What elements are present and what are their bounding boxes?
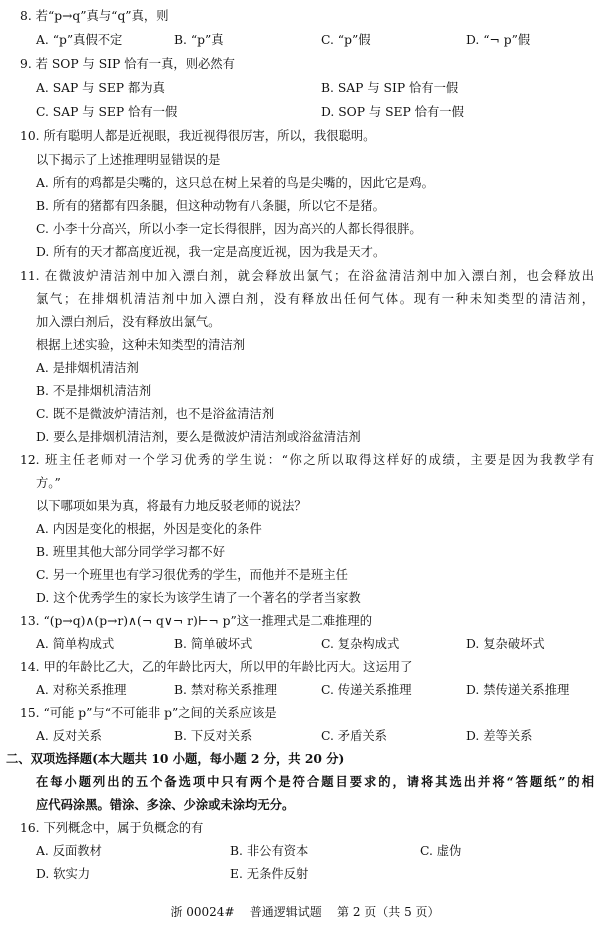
question-12-prompt: 以下哪项如果为真，将最有力地反驳老师的说法？: [36, 499, 307, 513]
question-10-option-b: B. 所有的猪都有四条腿，但这种动物有八条腿，所以它不是猪。: [36, 199, 385, 213]
question-10-option-d: D. 所有的天才都高度近视，我一定是高度近视，因为我是天才。: [36, 245, 386, 259]
question-11-stem-line-3: 加入漂白剂后，没有释放出氯气。: [36, 315, 221, 329]
question-16-option-b: B. 非公有资本: [230, 844, 309, 858]
question-12-option-b: B. 班里其他大部分同学学习都不好: [36, 545, 226, 559]
question-14-option-d: D. 禁传递关系推理: [466, 683, 570, 697]
question-16-option-c: C. 虚伪: [420, 844, 462, 858]
question-15-option-a: A. 反对关系: [36, 729, 102, 743]
question-12-option-a: A. 内因是变化的根据，外因是变化的条件: [36, 522, 262, 536]
question-13-option-c: C. 复杂构成式: [321, 637, 400, 651]
question-15-option-c: C. 矛盾关系: [321, 729, 387, 743]
question-10-stem: 10. 所有聪明人都是近视眼，我近视得很厉害，所以，我很聪明。: [20, 129, 376, 143]
question-9-stem: 9. 若 SOP 与 SIP 恰有一真，则必然有: [20, 57, 235, 71]
question-10-prompt: 以下揭示了上述推理明显错误的是: [36, 153, 221, 167]
question-11-option-d: D. 要么是排烟机清洁剂，要么是微波炉清洁剂或浴盆清洁剂: [36, 430, 361, 444]
question-8-stem: 8. 若“p→q”真与“q”真，则: [20, 9, 169, 23]
question-10-option-a: A. 所有的鸡都是尖嘴的，这只总在树上呆着的鸟是尖嘴的，因此它是鸡。: [36, 176, 434, 190]
question-9-option-b: B. SAP 与 SIP 恰有一假: [321, 81, 459, 95]
question-9-option-d: D. SOP 与 SEP 恰有一假: [321, 105, 464, 119]
question-16-option-a: A. 反面教材: [36, 844, 102, 858]
question-11-option-c: C. 既不是微波炉清洁剂，也不是浴盆清洁剂: [36, 407, 275, 421]
question-16-option-e: E. 无条件反射: [230, 867, 309, 881]
question-13-stem: 13. “(p→q)∧(p→r)∧(¬ q∨¬ r)⊢¬ p”这一推理式是二难推理的: [20, 614, 373, 628]
question-13-option-b: B. 简单破坏式: [174, 637, 253, 651]
section-2-instructions-line-2: 应代码涂黑。错涂、多涂、少涂或未涂均无分。: [36, 797, 295, 812]
question-15-stem: 15. “可能 p”与“不可能非 p”之间的关系应该是: [20, 706, 277, 720]
question-8-option-b: B. “p”真: [174, 33, 224, 47]
question-11-option-b: B. 不是排烟机清洁剂: [36, 384, 152, 398]
question-14-option-a: A. 对称关系推理: [36, 683, 127, 697]
question-11-prompt: 根据上述实验，这种未知类型的清洁剂: [36, 338, 246, 352]
question-15-option-b: B. 下反对关系: [174, 729, 253, 743]
question-13-option-d: D. 复杂破坏式: [466, 637, 545, 651]
question-8-option-d: D. “¬ p”假: [466, 33, 531, 47]
question-13-option-a: A. 简单构成式: [36, 637, 115, 651]
question-12-option-c: C. 另一个班里也有学习很优秀的学生，而他并不是班主任: [36, 568, 348, 582]
section-2-instructions-line-1: 在每小题列出的五个备选项中只有两个是符合题目要求的，请将其选出并将“答题纸”的相: [36, 774, 594, 789]
question-12-option-d: D. 这个优秀学生的家长为该学生请了一个著名的学者当家教: [36, 591, 361, 605]
question-8-option-c: C. “p”假: [321, 33, 371, 47]
question-16-stem: 16. 下列概念中，属于负概念的有: [20, 821, 204, 835]
question-14-option-c: C. 传递关系推理: [321, 683, 412, 697]
question-8-option-a: A. “p”真假不定: [36, 33, 123, 47]
page-footer: 浙 00024# 普通逻辑试题 第 2 页（共 5 页）: [170, 905, 440, 919]
question-11-stem-line-2: 氯气；在排烟机清洁剂中加入漂白剂，没有释放出任何气体。现有一种未知类型的清洁剂，: [36, 292, 594, 306]
question-14-option-b: B. 禁对称关系推理: [174, 683, 277, 697]
question-12-stem-line-1: 12. 班主任老师对一个学习优秀的学生说：“你之所以取得这样好的成绩，主要是因为我教学有: [20, 453, 594, 467]
question-12-stem-line-2: 方。”: [36, 476, 61, 490]
question-11-option-a: A. 是排烟机清洁剂: [36, 361, 139, 375]
question-16-option-d: D. 软实力: [36, 867, 91, 881]
question-14-stem: 14. 甲的年龄比乙大，乙的年龄比丙大，所以甲的年龄比丙大。这运用了: [20, 660, 413, 674]
question-9-option-a: A. SAP 与 SEP 都为真: [36, 81, 165, 95]
question-10-option-c: C. 小李十分高兴，所以小李一定长得很胖，因为高兴的人都长得很胖。: [36, 222, 422, 236]
section-2-title: 二、双项选择题(本大题共 10 小题，每小题 2 分，共 20 分): [6, 751, 345, 766]
question-9-option-c: C. SAP 与 SEP 恰有一假: [36, 105, 178, 119]
question-15-option-d: D. 差等关系: [466, 729, 533, 743]
question-11-stem-line-1: 11. 在微波炉清洁剂中加入漂白剂，就会释放出氯气；在浴盆清洁剂中加入漂白剂，也会释放出: [20, 269, 594, 283]
